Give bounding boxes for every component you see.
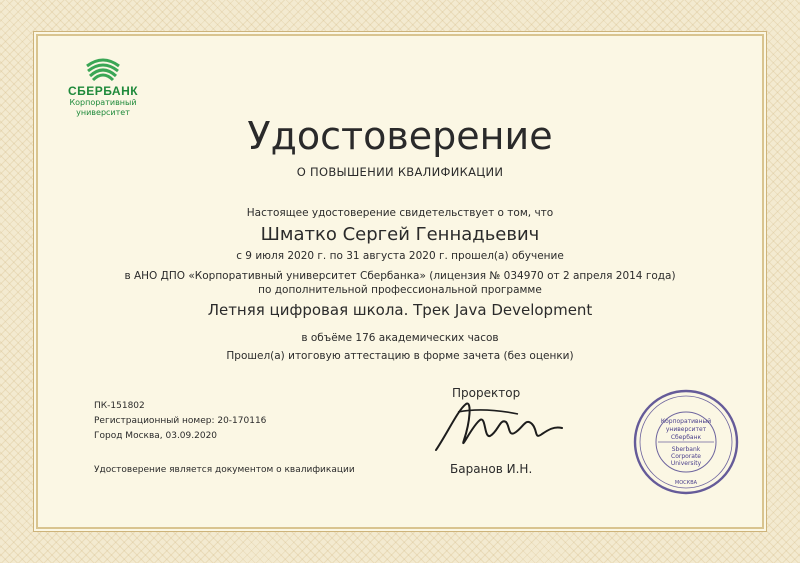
certificate-title: Удостоверение: [247, 114, 553, 158]
registration-number: Регистрационный номер: 20-170116: [94, 416, 267, 426]
certificate-subtitle: О ПОВЫШЕНИИ КВАЛИФИКАЦИИ: [296, 165, 504, 179]
stamp-text-4: Sberbank: [671, 446, 701, 453]
attestation-text: Прошел(а) итоговую аттестацию в форме зачета (без оценки): [226, 350, 574, 362]
logo-sub-line1: Корпоративный: [69, 98, 137, 107]
program-name: Летняя цифровая школа. Трек Java Development: [207, 301, 593, 319]
stamp-text-6: University: [670, 460, 702, 467]
hours-text: в объёме 176 академических часов: [301, 332, 499, 344]
sberbank-logo-icon: [83, 52, 123, 82]
stamp-text-5: Corporate: [671, 453, 701, 460]
brand-logo: [62, 52, 144, 118]
registration-block: [94, 399, 266, 444]
official-stamp: [628, 389, 746, 495]
signatory-name: Баранов И.Н.: [450, 462, 533, 476]
institution-text: в АНО ДПО «Корпоративный университет Сбербанка» (лицензия № 034970 от 2 апреля 2014 года): [124, 270, 676, 282]
stamp-text-2: университет: [665, 426, 707, 433]
intro-text: Настоящее удостоверение свидетельствует о том, что: [246, 207, 554, 219]
stamp-text-1: Корпоративный: [660, 418, 712, 425]
qualification-note: Удостоверение является документом о квалификации: [94, 465, 355, 475]
serial-number: ПК-151802: [94, 401, 145, 411]
stamp-city: МОСКВА: [674, 480, 698, 486]
study-dates: с 9 июля 2020 г. по 31 августа 2020 г. прошел(а) обучение: [236, 250, 564, 262]
logo-brand-name: СБЕРБАНК: [67, 84, 139, 98]
logo-sub-line2: университет: [76, 108, 130, 117]
signatory-title: Проректор: [452, 386, 521, 400]
stamp-text-3: Сбербанк: [670, 434, 702, 441]
recipient-name: Шматко Сергей Геннадьевич: [260, 224, 540, 245]
program-type: по дополнительной профессиональной программе: [258, 284, 542, 296]
city-date: Город Москва, 03.09.2020: [94, 431, 218, 441]
handwritten-signature: [428, 392, 568, 462]
